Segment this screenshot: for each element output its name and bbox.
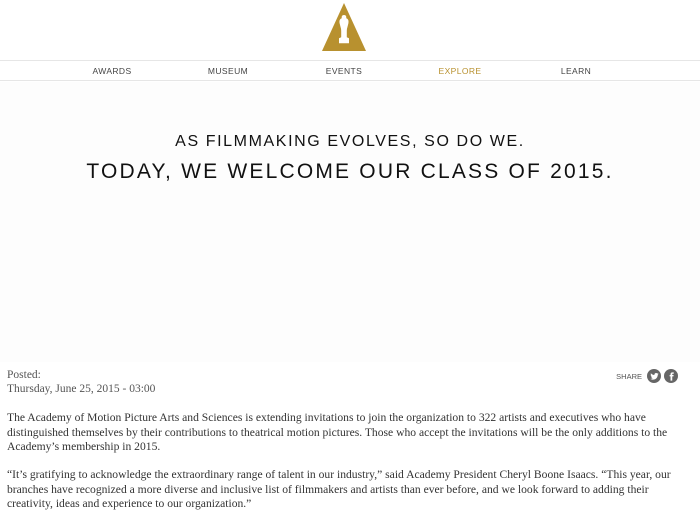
- nav-item-learn[interactable]: LEARN: [560, 66, 592, 76]
- main-nav: [0, 60, 700, 81]
- nav-item-events[interactable]: EVENTS: [325, 66, 363, 76]
- hero-title: TODAY, WE WELCOME OUR CLASS OF 2015.: [86, 160, 614, 183]
- posted-date: Thursday, June 25, 2015 - 03:00: [7, 383, 156, 395]
- nav-item-awards[interactable]: AWARDS: [92, 66, 132, 76]
- nav-item-explore[interactable]: EXPLORE: [438, 66, 482, 76]
- nav-item-museum[interactable]: MUSEUM: [207, 66, 249, 76]
- hero-banner: [0, 82, 700, 362]
- hero-subtitle: AS FILMMAKING EVOLVES, SO DO WE.: [175, 133, 525, 150]
- share-label: SHARE: [616, 371, 642, 381]
- article-paragraph: “It’s gratifying to acknowledge the extraordinary range of talent in our industry,” said Academy President Cheryl Boone Isaacs. “This year, our branches have recognized a more diverse and inclusive list of filmmakers and artists than ever before, and we look forward to adding their creativity, ideas and experience to our organization.”: [7, 468, 671, 510]
- share-bar: [616, 369, 678, 383]
- article-paragraph: The Academy of Motion Picture Arts and Sciences is extending invitations to join the organization to 322 artists and executives who have distinguished themselves by their contributions to theatrical motion pictures. Those who accept the invitations will be the only additions to the Academy’s membership in 2015.: [7, 411, 668, 453]
- oscar-statuette-logo[interactable]: [322, 3, 366, 51]
- posted-label: Posted:: [7, 369, 41, 381]
- twitter-icon[interactable]: [647, 369, 661, 383]
- facebook-icon[interactable]: [664, 369, 678, 383]
- header: [0, 0, 700, 60]
